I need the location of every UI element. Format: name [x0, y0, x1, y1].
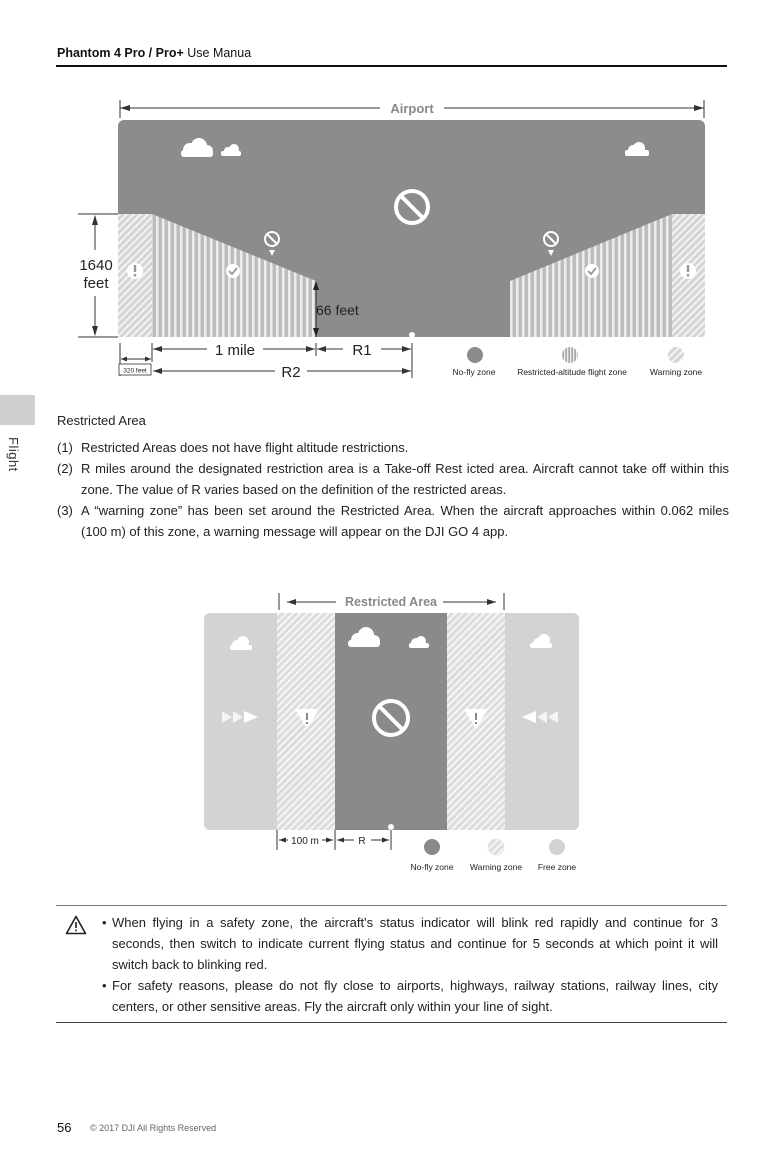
dim-320-label: 320 feet: [123, 367, 147, 375]
dim-mile-arrow-right: [306, 346, 315, 352]
ra-legend-warning-swatch: [488, 839, 504, 855]
header-title-bold: Phantom 4 Pro / Pro+: [57, 46, 184, 60]
dim-r2-arrow-right: [402, 368, 411, 374]
dim-mile-label: 1 mile: [214, 342, 256, 359]
ra-dim-r-arrow-right: [382, 838, 389, 843]
restricted-area-diagram: [0, 585, 782, 880]
ra-dim-100m-arrow-right: [326, 838, 333, 843]
warning-badge-icon-right: [680, 263, 696, 279]
airport-center-dot: [409, 332, 415, 338]
ra-arrow-left: [287, 599, 296, 605]
list-item-text: Restricted Areas does not have flight altitude restrictions.: [81, 440, 409, 455]
list-item-text: A “warning zone” has been set around the Restricted Area. When the aircraft approaches within 0.062 miles (100 m) of this zone, a warning message will appear on the DJI GO 4 app.: [81, 503, 729, 539]
dim-r2-arrow-left: [153, 368, 162, 374]
dim-r1-arrow-left: [317, 346, 326, 352]
check-icon-left: [226, 264, 240, 278]
side-tab: [0, 395, 35, 425]
legend-warning-label: Warning zone: [649, 367, 703, 377]
dim-320-arrow-right: [145, 357, 151, 362]
ra-title: Restricted Area: [345, 595, 437, 609]
legend-restricted-swatch: [562, 347, 578, 363]
legend-warning-swatch: [668, 347, 684, 363]
page-number: 56: [57, 1120, 72, 1135]
side-tab-label: Flight: [6, 437, 21, 472]
low-height-label: 66 feet: [316, 302, 359, 318]
ra-dim-100m-arrow-left: [279, 838, 286, 843]
airport-diagram: [0, 90, 782, 390]
height-arrow-down: [92, 326, 98, 336]
legend-nofly-label: No-fly zone: [452, 367, 496, 377]
height-label-unit: feet: [83, 275, 109, 292]
notice-bullet: • When flying in a safety zone, the aircraft's status indicator will blink red rapidly and continue for 3 seconds, then switch to indicate current flying status and continue for 5 seconds at which point it will switch back to blinking red.: [102, 912, 718, 975]
dim-r1-arrow-right: [402, 346, 411, 352]
legend-restricted-label: Restricted-altitude flight zone: [517, 367, 627, 377]
airport-title: Airport: [390, 101, 434, 116]
height-label-number: 1640: [79, 257, 113, 274]
dim-mile-arrow-left: [153, 346, 162, 352]
restricted-area-title: Restricted Area: [57, 413, 146, 428]
dim-320-arrow-left: [121, 357, 127, 362]
list-item-number: (2): [57, 461, 73, 476]
list-item-number: (1): [57, 440, 73, 455]
warning-badge-icon-left: [127, 263, 143, 279]
ra-legend-free-swatch: [549, 839, 565, 855]
height-arrow-up: [92, 215, 98, 225]
restricted-area-list: [57, 437, 729, 542]
ra-legend-nofly-swatch: [424, 839, 440, 855]
header-title-rest: Use Manua: [183, 46, 252, 60]
ra-dim-r-label: R: [358, 836, 366, 847]
airport-arrow-right: [694, 105, 704, 111]
airport-arrow-left: [120, 105, 130, 111]
warning-triangle-icon: [65, 915, 87, 935]
notice-box: [56, 905, 727, 1023]
ra-legend-nofly-label: No-fly zone: [410, 862, 454, 872]
ra-legend-free-label: Free zone: [537, 862, 577, 872]
dim-r2-label: R2: [281, 364, 301, 381]
header-title: [57, 46, 251, 60]
ra-center-dot: [388, 824, 394, 830]
notice-bullets: [102, 912, 718, 1017]
notice-bullet: • For safety reasons, please do not fly close to airports, highways, railway stations, railway lines, city centers, or other sensitive areas. Fly the aircraft only within your line of sight.: [102, 975, 718, 1017]
ra-legend-warning-label: Warning zone: [469, 862, 523, 872]
dim-r1-label: R1: [352, 342, 372, 359]
list-item: [57, 458, 729, 500]
legend-nofly-swatch: [467, 347, 483, 363]
copyright: © 2017 DJI All Rights Reserved: [90, 1123, 217, 1133]
list-item: [57, 500, 729, 542]
check-icon-right: [585, 264, 599, 278]
ra-arrow-right: [487, 599, 496, 605]
ra-dim-100m-label: 100 m: [291, 836, 319, 847]
list-item-number: (3): [57, 503, 73, 518]
ra-dim-r-arrow-left: [337, 838, 344, 843]
list-item: [57, 437, 729, 458]
list-item-text: R miles around the designated restriction area is a Take-off Rest icted area. Aircraft cannot take off within this zone. The value of R varies based on the definition of the restricted areas.: [81, 461, 729, 497]
header-rule: [56, 65, 727, 67]
